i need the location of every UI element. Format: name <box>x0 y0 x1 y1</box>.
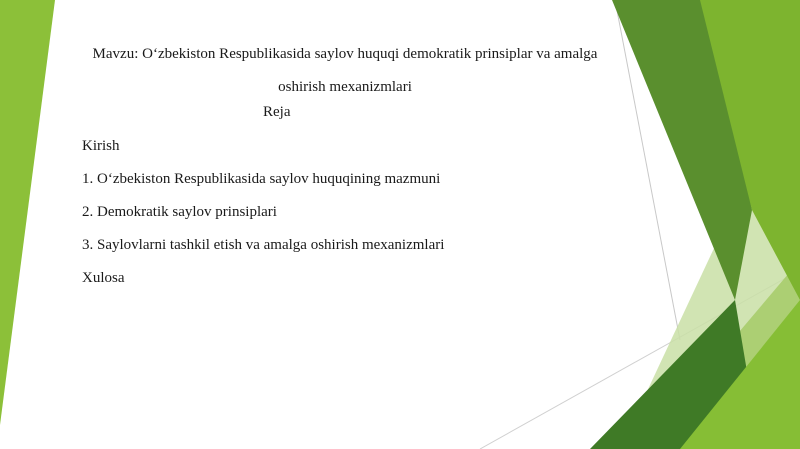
slide-title: Mavzu: O‘zbekiston Respublikasida saylov huquqi demokratik prinsiplar va amalga oshirish mexanizmlari <box>92 46 598 95</box>
plan-item-3: 3. Saylovlarni tashkil etish va amalga oshirish mexanizmlari <box>82 237 445 253</box>
plan-item-intro: Kirish <box>82 138 120 154</box>
plan-item-conclusion: Xulosa <box>82 270 125 286</box>
left-green-shape <box>0 0 55 425</box>
plan-item-1: 1. O‘zbekiston Respublikasida saylov huquqining mazmuni <box>82 171 441 187</box>
plan-list <box>82 136 444 301</box>
plan-heading: Reja <box>263 104 291 120</box>
plan-item-2: 2. Demokratik saylov prinsiplari <box>82 204 277 220</box>
